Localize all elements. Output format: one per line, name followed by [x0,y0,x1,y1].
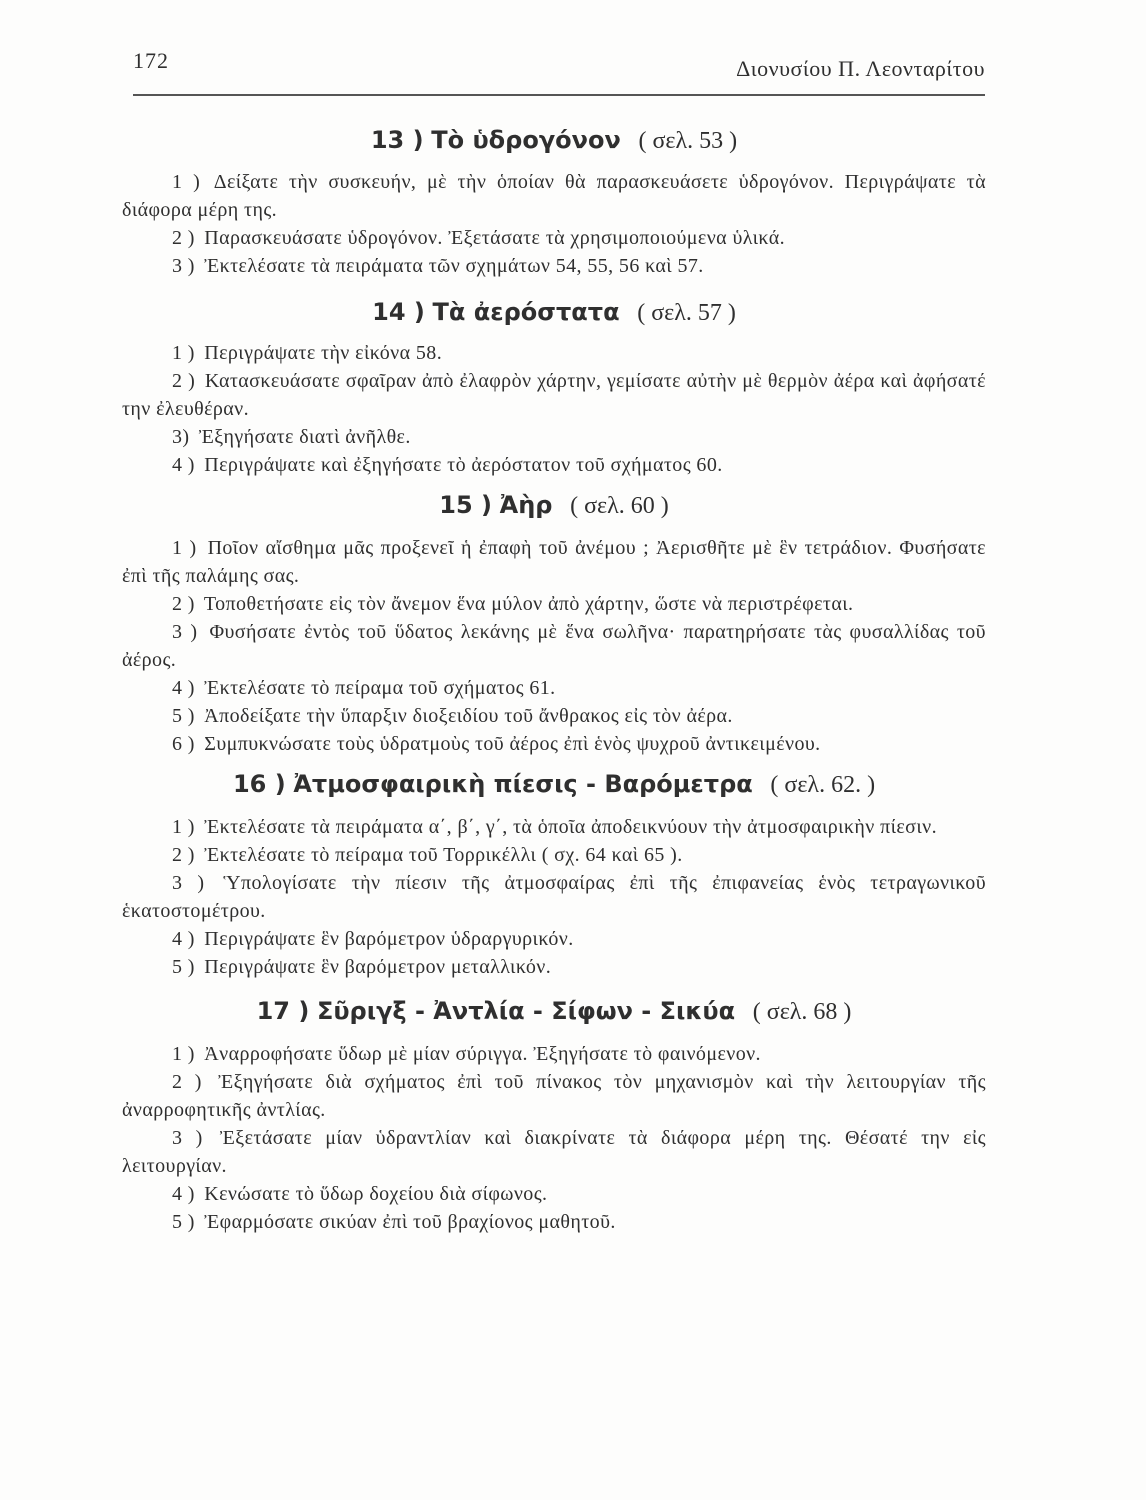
header-rule [133,94,985,96]
question-number: 6 ) [172,733,195,755]
section-number: 14 ) [372,298,425,326]
question-text: Ἐκτελέσατε τὸ πείραμα τοῦ σχήματος 61. [204,677,556,699]
question-item [122,1068,986,1124]
question-item [122,953,986,981]
section-14 [122,300,986,479]
question-text: Ἐκτελέσατε τὰ πειράματα τῶν σχημάτων 54, 55, 56 καὶ 57. [204,255,704,277]
question-number: 2 ) [172,370,196,392]
question-text: Κατασκευάσατε σφαῖραν ἀπὸ ἐλαφρὸν χάρτην, γεμίσατε αὐτὴν μὲ θερμὸν ἀέρα καὶ ἀφήσατέ την ἐλευθέραν. [122,370,986,420]
section-13 [122,128,986,280]
question-number: 3 ) [172,621,198,643]
question-item [122,252,986,280]
question-item [122,367,986,423]
question-item [122,1180,986,1208]
section-number: 17 ) [256,997,310,1025]
page-number: 172 [133,48,169,73]
section-15 [122,493,986,758]
section-title: Ἀτμοσφαιρικὴ πίεσις - Βαρόμετρα [293,770,753,798]
question-item [122,339,986,367]
question-number: 2 ) [172,844,195,866]
page-reference: ( σελ. 57 ) [637,300,736,326]
question-item [122,925,986,953]
question-number: 4 ) [172,454,195,476]
question-number: 3) [172,426,190,448]
question-number: 1 ) [172,537,197,559]
section-title: Σῦριγξ - Ἀντλία - Σίφων - Σικύα [316,997,736,1025]
page-header [133,48,985,88]
question-item [122,730,986,758]
question-item [122,1124,986,1180]
question-number: 3 ) [172,255,195,277]
question-item [122,534,986,590]
question-item [122,618,986,674]
question-number: 1 ) [172,342,195,364]
question-list [122,168,986,280]
question-item [122,423,986,451]
question-text: Ἐφαρμόσατε σικύαν ἐπὶ τοῦ βραχίονος μαθητοῦ. [204,1211,616,1233]
question-number: 1 ) [172,171,201,193]
section-title: Τὰ ἀερόστατα [432,298,620,326]
page-reference: ( σελ. 60 ) [570,493,669,519]
question-item [122,869,986,925]
running-title: Διονυσίου Π. Λεονταρίτου [736,56,985,81]
question-item [122,841,986,869]
question-text: Ἐξηγήσατε διὰ σχήματος ἐπὶ τοῦ πίνακος τὸν μηχανισμὸν καὶ τὴν λειτουργίαν τῆς ἀναρροφητικῆς ἀντλίας. [122,1071,986,1121]
question-text: Ἐκτελέσατε τὸ πείραμα τοῦ Τορρικέλλι ( σχ. 64 καὶ 65 ). [204,844,683,866]
question-text: Δείξατε τὴν συσκευήν, μὲ τὴν ὁποίαν θὰ παρασκευάσετε ὑδρογόνον. Περιγράψατε τὰ διάφορα μέρη της. [122,171,986,221]
question-list [122,813,986,981]
question-text: Ἀναρροφήσατε ὕδωρ μὲ μίαν σύριγγα. Ἐξηγήσατε τὸ φαινόμενον. [204,1043,761,1065]
question-list [122,534,986,758]
section-heading [122,999,986,1024]
page-reference: ( σελ. 68 ) [752,999,852,1025]
question-item [122,813,986,841]
section-heading [122,128,986,153]
question-number: 5 ) [172,1211,195,1233]
question-item [122,451,986,479]
question-text: Περιγράψατε ἓν βαρόμετρον ὑδραργυρικόν. [204,928,574,950]
section-number: 13 ) [370,126,424,154]
question-item [122,168,986,224]
question-number: 2 ) [172,227,195,249]
question-number: 5 ) [172,956,195,978]
question-number: 2 ) [172,593,195,615]
page-reference: ( σελ. 62. ) [770,772,876,798]
question-list [122,339,986,479]
section-16 [122,772,986,981]
question-number: 1 ) [172,816,195,838]
question-text: Φυσήσατε ἐντὸς τοῦ ὕδατος λεκάνης μὲ ἕνα σωλῆνα· παρατηρήσατε τὰς φυσαλλίδας τοῦ ἀέρος. [122,621,986,671]
question-item [122,1040,986,1068]
question-text: Ἐκτελέσατε τὰ πειράματα α΄, β΄, γ΄, τὰ ὁποῖα ἀποδεικνύουν τὴν ἀτμοσφαιρικὴν πίεσιν. [204,816,937,838]
question-text: Ἀποδείξατε τὴν ὕπαρξιν διοξειδίου τοῦ ἄνθρακος εἰς τὸν ἀέρα. [204,705,733,727]
question-text: Τοποθετήσατε εἰς τὸν ἄνεμον ἕνα μύλον ἀπὸ χάρτην, ὥστε νὰ περιστρέφεται. [203,593,854,615]
question-item [122,1208,986,1236]
section-heading [122,493,986,518]
question-item [122,674,986,702]
page-content [122,118,986,1236]
section-title: Τὸ ὑδρογόνον [431,126,621,154]
question-text: Ἐξηγήσατε διατὶ ἀνῆλθε. [198,426,411,448]
question-text: Συμπυκνώσατε τοὺς ὑδρατμοὺς τοῦ ἀέρος ἐπὶ ἑνὸς ψυχροῦ ἀντικειμένου. [204,733,821,755]
section-title: Ἀὴρ [499,491,553,519]
question-item [122,224,986,252]
section-number: 15 ) [439,491,492,519]
question-number: 5 ) [172,705,195,727]
section-17 [122,999,986,1236]
question-text: Παρασκευάσατε ὑδρογόνον. Ἐξετάσατε τὰ χρησιμοποιούμενα ὑλικά. [204,227,785,249]
question-number: 3 ) [172,1127,203,1149]
section-heading [122,300,986,325]
question-item [122,590,986,618]
question-text: Ποῖον αἴσθημα μᾶς προξενεῖ ἡ ἐπαφὴ τοῦ ἀνέμου ; Ἀερισθῆτε μὲ ἓν τετράδιον. Φυσήσατε ἐπὶ τῆς παλάμης σας. [122,537,986,587]
question-number: 1 ) [172,1043,195,1065]
question-number: 4 ) [172,677,195,699]
page-reference: ( σελ. 53 ) [638,128,738,154]
question-number: 3 ) [172,872,205,894]
question-number: 2 ) [172,1071,202,1093]
section-number: 16 ) [232,770,286,798]
question-text: Ὑπολογίσατε τὴν πίεσιν τῆς ἀτμοσφαίρας ἐπὶ τῆς ἐπιφανείας ἑνὸς τετραγωνικοῦ ἑκατοστομέτρου. [122,872,986,922]
question-text: Ἐξετάσατε μίαν ὑδραντλίαν καὶ διακρίνατε τὰ διάφορα μέρη της. Θέσατέ την εἰς λειτουργίαν. [122,1127,986,1177]
question-text: Περιγράψατε καὶ ἐξηγήσατε τὸ ἀερόστατον τοῦ σχήματος 60. [204,454,723,476]
question-number: 4 ) [172,1183,195,1205]
section-heading [122,772,986,797]
question-text: Κενώσατε τὸ ὕδωρ δοχείου διὰ σίφωνος. [204,1183,548,1205]
question-item [122,702,986,730]
question-text: Περιγράψατε τὴν εἰκόνα 58. [204,342,443,364]
question-list [122,1040,986,1236]
question-text: Περιγράψατε ἓν βαρόμετρον μεταλλικόν. [204,956,552,978]
question-number: 4 ) [172,928,195,950]
